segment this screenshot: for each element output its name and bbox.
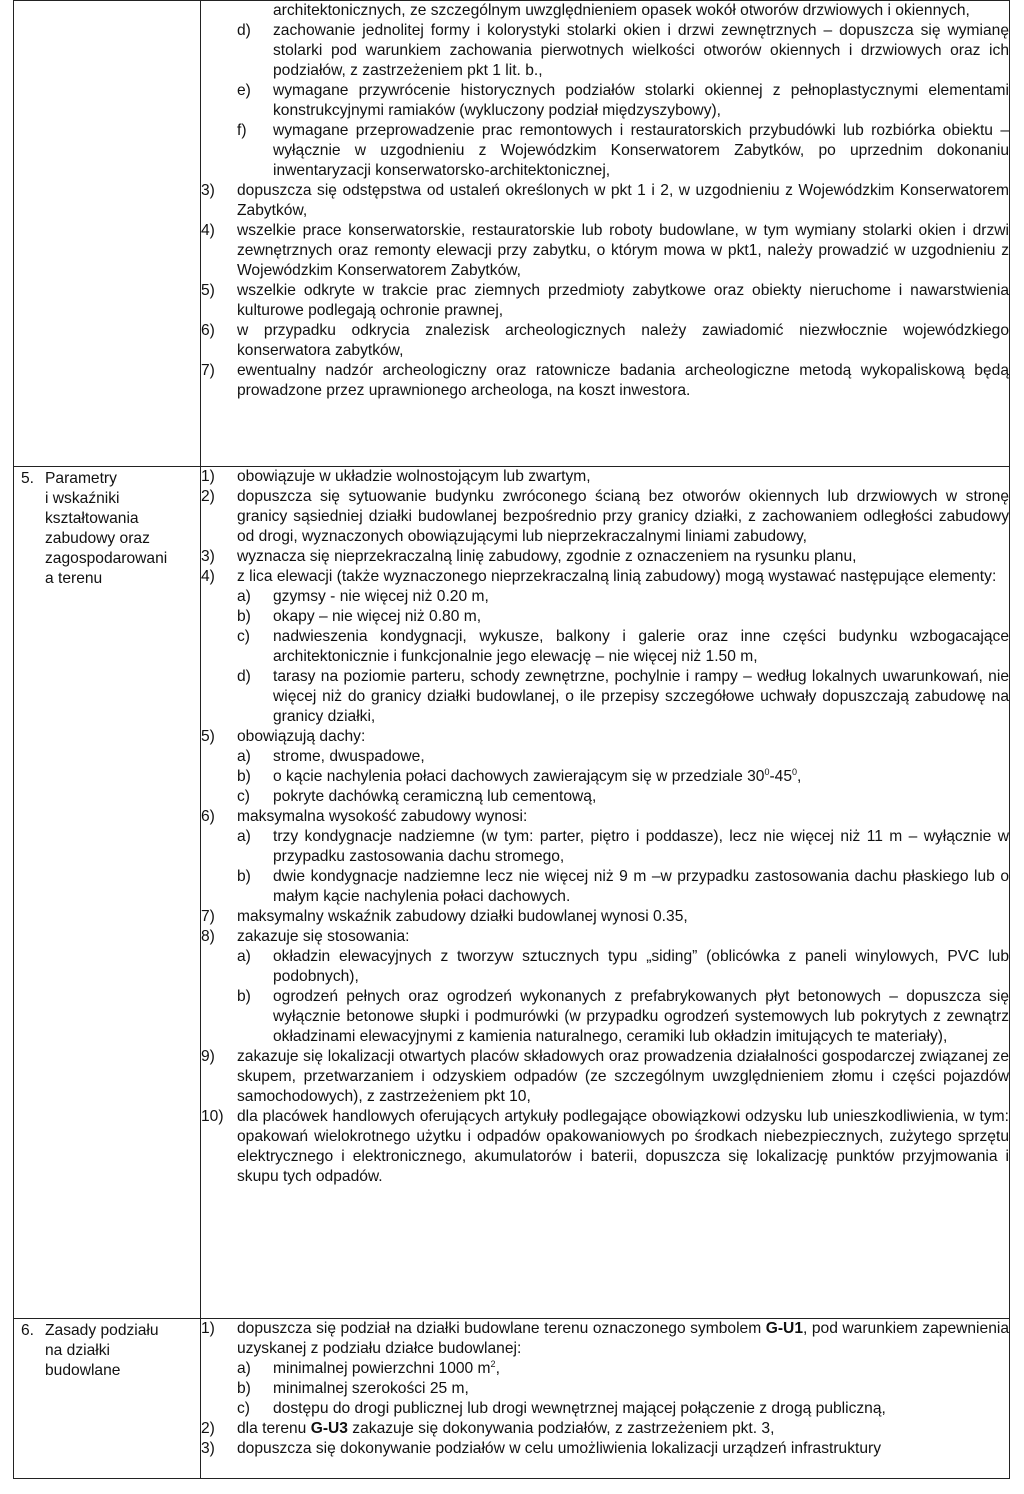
list-item: 6) w przypadku odkrycia znalezisk archeologicznych należy zawiadomić niezwłocznie wojewódzkiego konserwatora zabytków, — [201, 322, 1009, 359]
list-item: 5) obowiązują dachy: — [201, 728, 366, 745]
list-item: 2) dopuszcza się sytuowanie budynku zwróconego ścianą bez otworów okiennych lub drzwiowych w stronę granicy sąsiedniej działki budowlanej bezpośrednio przy granicy działki, z zachowaniem odległości zabudowy od drogi, wyznaczonych obowiązującymi lub nieprzekraczalnymi liniami zabudowy, — [201, 488, 1009, 545]
list-item: 1) dopuszcza się podział na działki budowlane terenu oznaczonego symbolem G-U1, pod warunkiem zapewnienia uzyskanej z podziału działce budowlanej: — [201, 1320, 1009, 1357]
section-title-cell-empty — [14, 1, 201, 467]
list-subitem: a) minimalnej powierzchni 1000 $m^2$, — [237, 1358, 500, 1377]
list-subitem: c) nadwieszenia kondygnacji, wykusze, balkony i galerie oraz inne części budynku wzbogacające architektonicznie i funkcjonalnie jego elewację – nie więcej niż 1.50 m, — [237, 628, 1009, 665]
section-title-cell — [14, 467, 201, 1319]
list-subitem: a) trzy kondygnacje nadziemne (w tym: parter, piętro i poddasze), lecz nie więcej niż 11 m – wyłącznie w przypadku zastosowania dachu stromego, — [237, 828, 1009, 865]
table-row-section-5 — [14, 467, 1010, 1319]
list-item: 4) z lica elewacji (także wyznaczonego nieprzekraczalną linią zabudowy) mogą wystawać następujące elementy: — [201, 568, 997, 585]
list-subitem: b) minimalnej szerokości 25 m, — [237, 1380, 469, 1397]
list-item: 2) dla terenu G-U3 zakazuje się dokonywania podziałów, z zastrzeżeniem pkt. 3, — [201, 1420, 775, 1437]
section-title-cell — [14, 1319, 201, 1479]
list-item: 7) maksymalny wskaźnik zabudowy działki budowlanej wynosi 0.35, — [201, 908, 688, 925]
section-content-cell — [201, 1, 1010, 467]
list-subitem: c) pokryte dachówką ceramiczną lub cementową, — [237, 788, 597, 805]
section-5-title: 5. Parametry i wskaźniki kształtowania zabudowy oraz zagospodarowani a terenu — [21, 470, 168, 587]
continuation-text: architektonicznych, ze szczególnym uwzględnieniem opasek wokół otworów drzwiowych i okiennych, — [273, 2, 970, 19]
list-item: 5) wszelkie odkryte w trakcie prac ziemnych przedmioty zabytkowe oraz obiekty nieruchome i nawarstwienia kulturowe podlegają ochronie prawnej, — [201, 282, 1009, 319]
table-row-section-4-continued — [14, 1, 1010, 467]
section-content-cell — [201, 467, 1010, 1319]
list-item: 8) zakazuje się stosowania: — [201, 928, 410, 945]
list-item: 1) obowiązuje w układzie wolnostojącym lub zwartym, — [201, 468, 591, 485]
list-item: 9) zakazuje się lokalizacji otwartych placów składowych oraz prowadzenia działalności gospodarczej związanej ze skupem, przetwarzaniem i odzyskiem odpadów (ze szczególnym uwzględnieniem złomu i części pojazdów samochodowych), z zastrzeżeniem pkt 10, — [201, 1048, 1009, 1105]
list-item: 10) dla placówek handlowych oferujących artykuły podlegające obowiązkowi odzysku lub unieszkodliwienia, w tym: opakowań wielokrotnego użytku i odpadów opakowaniowych po środkach niebezpiecznych, zużytego sprzętu elektrycznego i elektronicznego, akumulatorów i baterii, dopuszcza się lokalizację punktów przyjmowania i skupu tych odpadów. — [201, 1108, 1009, 1185]
table-row-section-6 — [14, 1319, 1010, 1479]
list-subitem: a) gzymsy - nie więcej niż 0.20 m, — [237, 588, 489, 605]
list-subitem: a) strome, dwuspadowe, — [237, 748, 425, 765]
section-content-cell — [201, 1319, 1010, 1479]
list-item: 4) wszelkie prace konserwatorskie, restauratorskie lub roboty budowlane, w tym wymiany stolarki okien i drzwi zewnętrznych oraz remonty elewacji przy zabytku, o którym mowa w pkt1, należy prowadzić w uzgodnieniu z Wojewódzkim Konserwatorem Zabytków, — [201, 222, 1009, 279]
list-subitem: b) o kącie nachylenia połaci dachowych zawierającym się w przedziale $30^0-45^0$, — [237, 766, 802, 785]
list-item: 7) ewentualny nadzór archeologiczny oraz ratownicze badania archeologiczne metodą wykopaliskową będą prowadzone przez uprawnionego archeologa, na koszt inwestora. — [201, 362, 1009, 399]
list-subitem: b) ogrodzeń pełnych oraz ogrodzeń wykonanych z prefabrykowanych płyt betonowych – dopuszcza się wyłącznie betonowe słupki i podmurówki (w przypadku ogrodzeń systemowych lub pokrytych z zewnątrz okładzinami elewacyjnymi z kamienia naturalnego, ceramiki lub okładzin imitujących te materiały), — [237, 988, 1009, 1045]
list-subitem: b) okapy – nie więcej niż 0.80 m, — [237, 608, 482, 625]
list-subitem: a) okładzin elewacyjnych z tworzyw sztucznych typu „siding” (oblicówka z paneli winylowych, PVC lub podobnych), — [237, 948, 1009, 985]
list-subitem: e) wymagane przywrócenie historycznych podziałów stolarki okiennej z pełnoplastycznymi elementami konstrukcyjnymi ramiaków (wykluczony podział międzyszybowy), — [237, 82, 1009, 119]
list-item: 3) wyznacza się nieprzekraczalną linię zabudowy, zgodnie z oznaczeniem na rysunku planu, — [201, 548, 857, 565]
list-subitem: b) dwie kondygnacje nadziemne lecz nie więcej niż 9 m –w przypadku zastosowania dachu płaskiego lub o małym kącie nachylenia połaci dachowych. — [237, 868, 1009, 905]
list-item: 3) dopuszcza się odstępstwa od ustaleń określonych w pkt 1 i 2, w uzgodnieniu z Wojewódzkim Konserwatorem Zabytków, — [201, 182, 1009, 219]
list-item: 3) dopuszcza się dokonywanie podziałów w celu umożliwienia lokalizacji urządzeń infrastruktury — [201, 1440, 881, 1457]
regulation-table — [13, 0, 1010, 1479]
section-6-title: 6. Zasady podziału na działki budowlane — [21, 1322, 159, 1379]
list-subitem: d) tarasy na poziomie parteru, schody zewnętrzne, pochylnie i rampy – według lokalnych uwarunkowań, nie więcej niż do granicy działki budowlanej, o ile przepisy szczegółowe uchwały dopuszczają zabudowę na granicy działki, — [237, 668, 1009, 725]
list-subitem: c) dostępu do drogi publicznej lub drogi wewnętrznej mającej połączenie z drogą publiczną, — [237, 1400, 886, 1417]
list-subitem: d) zachowanie jednolitej formy i kolorystyki stolarki okien i drzwi zewnętrznych – dopuszcza się wymianę stolarki pod warunkiem zachowania pierwotnych wielkości otworów okiennych i drzwiowych oraz ich podziałów, z zastrzeżeniem pkt 1 lit. b., — [237, 22, 1009, 79]
list-item: 6) maksymalna wysokość zabudowy wynosi: — [201, 808, 528, 825]
list-subitem: f) wymagane przeprowadzenie prac remontowych i restauratorskich przybudówki lub rozbiórka obiektu – wyłącznie w uzgodnieniu z Wojewódzkim Konserwatorem Zabytków, po uprzednim dokonaniu inwentaryzacji konserwatorsko-architektonicznej, — [237, 122, 1009, 179]
